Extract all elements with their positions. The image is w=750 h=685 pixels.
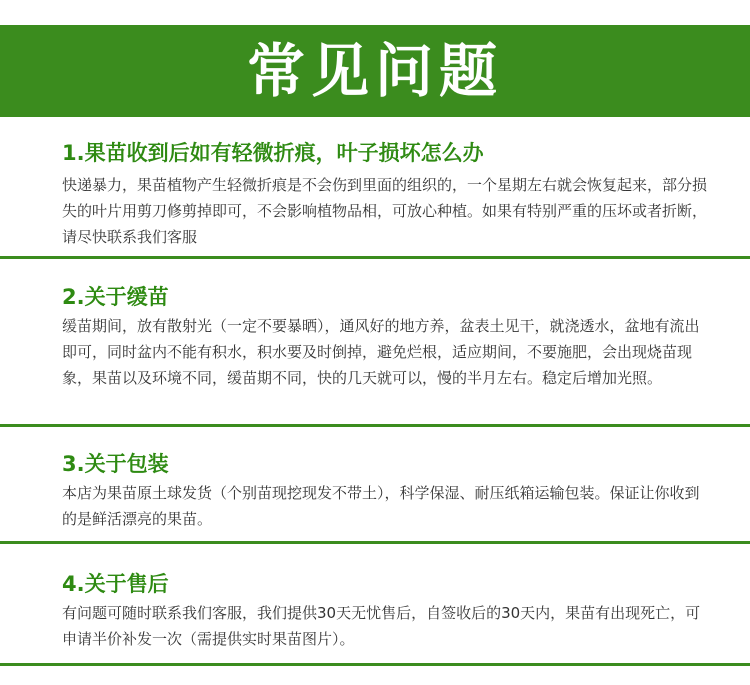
faq-question-title: 1.果苗收到后如有轻微折痕，叶子损坏怎么办	[62, 141, 484, 165]
faq-item-packaging	[0, 449, 750, 539]
section-divider	[0, 541, 750, 544]
faq-answer-text: 有问题可随时联系我们客服，我们提供30天无忧售后，自签收后的30天内，果苗有出现死亡，可申请半价补发一次（需提供实时果苗图片）。	[62, 604, 701, 648]
faq-item-after-sales	[0, 569, 750, 659]
faq-answer-text: 缓苗期间，放有散射光（一定不要暴晒），通风好的地方养，盆表土见干，就浇透水，盆地有流出即可，同时盆内不能有积水，积水要及时倒掉，避免烂根，适应期间，不要施肥，会出现烧苗现象，果苗以及环境不同，缓苗期不同，快的几天就可以，慢的半月左右。稳定后增加光照。	[62, 317, 700, 387]
page-title: 常见问题	[246, 37, 503, 105]
section-divider	[0, 424, 750, 427]
section-divider	[0, 256, 750, 259]
faq-question-title: 4.关于售后	[62, 572, 169, 596]
faq-header-banner	[0, 25, 750, 117]
faq-item-damaged-seedlings	[0, 138, 750, 258]
faq-answer-text: 快递暴力，果苗植物产生轻微折痕是不会伤到里面的组织的，一个星期左右就会恢复起来，部分损失的叶片用剪刀修剪掉即可，不会影响植物品相，可放心种植。如果有特别严重的压坏或者折断，请尽快联系我们客服	[62, 176, 708, 246]
faq-answer-text: 本店为果苗原土球发货（个别苗现挖现发不带土），科学保湿、耐压纸箱运输包装。保证让你收到的是鲜活漂亮的果苗。	[62, 484, 700, 528]
faq-item-recovery-period	[0, 282, 750, 422]
faq-question-title: 2.关于缓苗	[62, 285, 169, 309]
section-divider	[0, 663, 750, 666]
faq-question-title: 3.关于包装	[62, 452, 169, 476]
